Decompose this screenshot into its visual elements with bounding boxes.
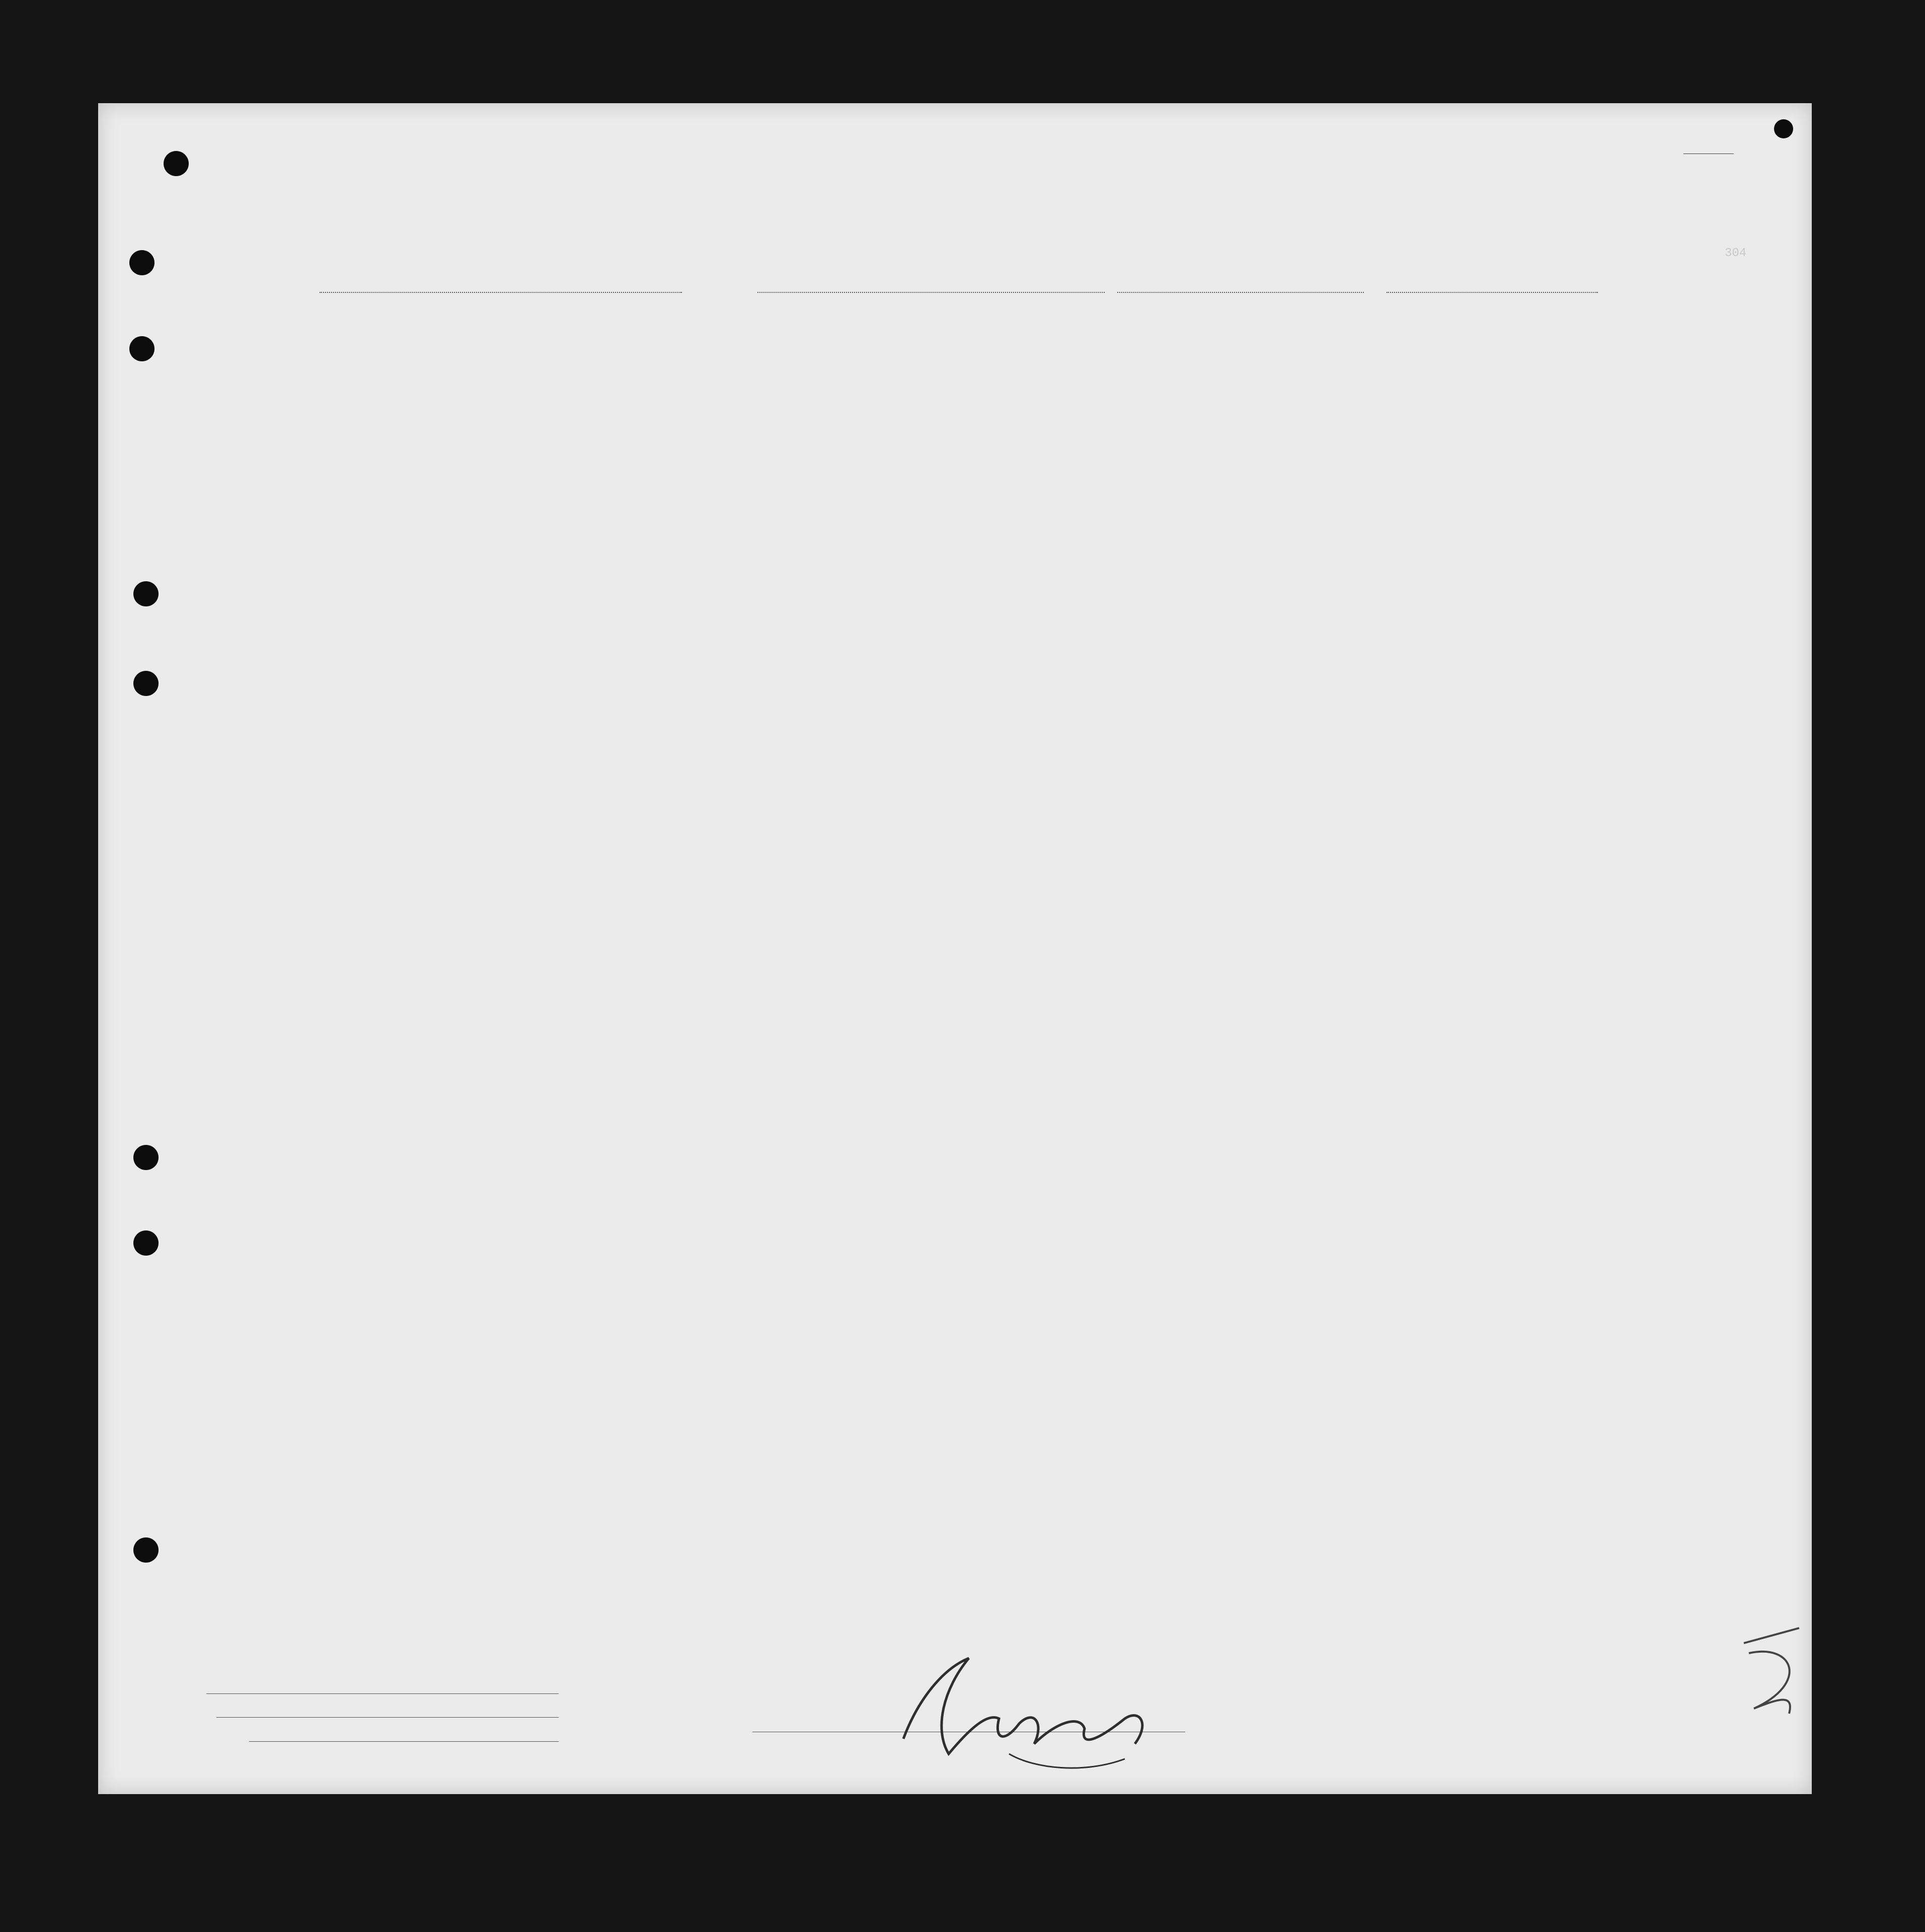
faded-stamp: 304	[1725, 247, 1747, 260]
inspector-signature	[843, 1638, 1195, 1779]
manifest-sheet	[98, 103, 1812, 1794]
manifest-grid	[98, 103, 1812, 1794]
corner-mark	[1734, 1623, 1814, 1724]
